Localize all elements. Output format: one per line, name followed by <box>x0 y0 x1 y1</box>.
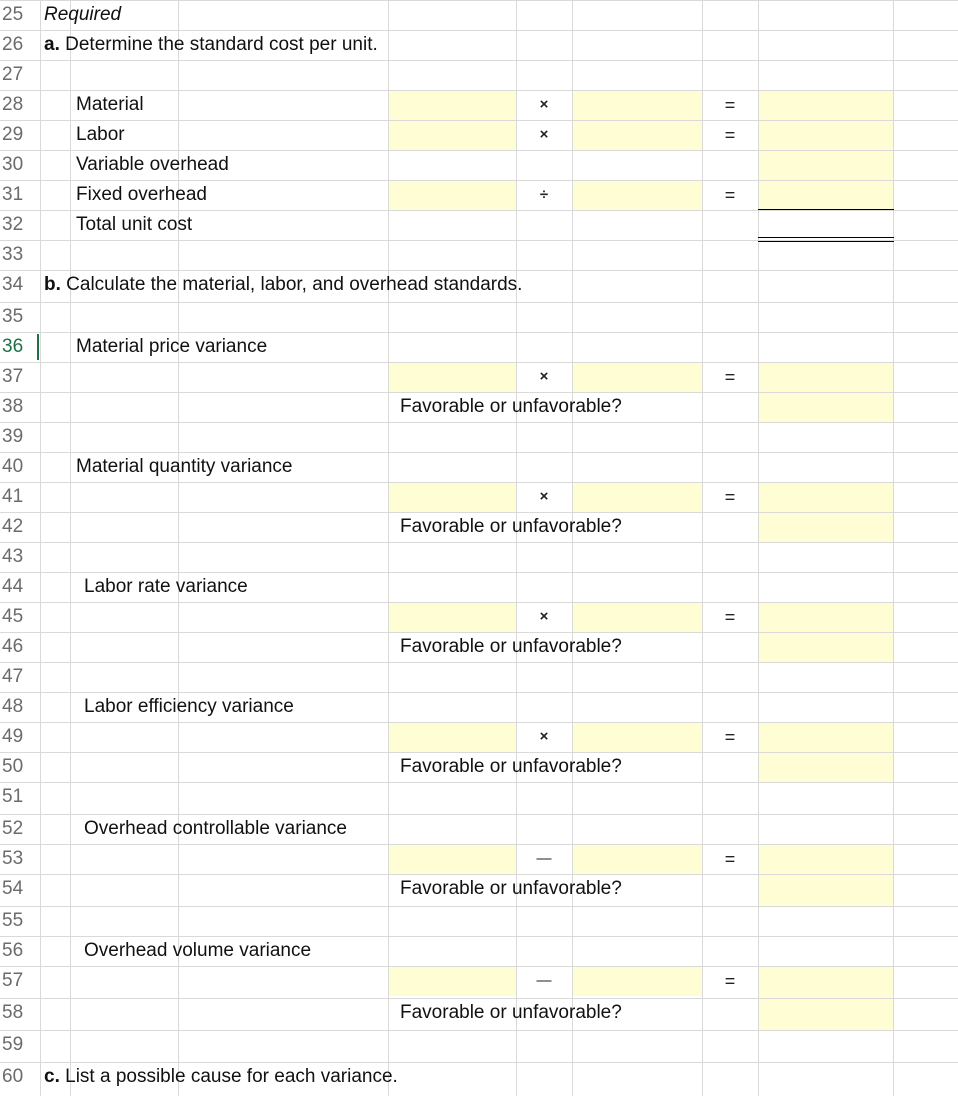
row-gridline <box>0 150 958 151</box>
row-number[interactable]: 46 <box>2 636 24 657</box>
row-number[interactable]: 38 <box>2 396 24 417</box>
row-number[interactable]: 33 <box>2 244 24 265</box>
row-number[interactable]: 25 <box>2 4 24 25</box>
row-gridline <box>0 572 958 573</box>
row-gridline <box>0 936 958 937</box>
row-number[interactable]: 59 <box>2 1034 24 1055</box>
input-cell[interactable] <box>573 181 702 210</box>
section-heading <box>44 1066 398 1088</box>
input-cell[interactable] <box>389 91 516 120</box>
column-gridline <box>758 0 759 1096</box>
row-gridline <box>0 180 958 181</box>
input-cell[interactable] <box>573 363 702 392</box>
row-gridline <box>0 512 958 513</box>
column-gridline <box>70 0 71 1096</box>
input-cell[interactable] <box>389 845 516 874</box>
row-label: Material <box>76 94 144 115</box>
row-gridline <box>0 542 958 543</box>
input-cell[interactable] <box>389 363 516 392</box>
row-number[interactable]: 54 <box>2 878 24 899</box>
input-cell[interactable] <box>573 91 702 120</box>
row-gridline <box>0 210 958 211</box>
row-label: Overhead controllable variance <box>84 818 347 839</box>
column-gridline <box>388 0 389 1096</box>
input-cell[interactable] <box>389 723 516 752</box>
row-gridline <box>0 60 958 61</box>
section-instruction: List a possible cause for each variance. <box>59 1066 398 1087</box>
section-heading <box>44 34 378 56</box>
row-gridline <box>0 332 958 333</box>
row-number[interactable]: 52 <box>2 818 24 839</box>
row-gridline <box>0 998 958 999</box>
row-number[interactable]: 56 <box>2 940 24 961</box>
favorable-prompt: Favorable or unfavorable? <box>400 1002 622 1023</box>
result-cell[interactable] <box>759 845 893 906</box>
row-gridline <box>0 0 958 1</box>
row-number[interactable]: 51 <box>2 786 24 807</box>
section-heading <box>44 274 522 296</box>
input-cell[interactable] <box>389 483 516 512</box>
row-label: Variable overhead <box>76 154 229 175</box>
row-number[interactable]: 34 <box>2 274 24 295</box>
row-gridline <box>0 120 958 121</box>
row-number[interactable]: 60 <box>2 1066 24 1087</box>
multiply-operator: × <box>539 368 549 385</box>
row-number[interactable]: 43 <box>2 546 24 567</box>
multiply-operator: × <box>539 488 549 505</box>
row-number[interactable]: 48 <box>2 696 24 717</box>
favorable-prompt: Favorable or unfavorable? <box>400 636 622 657</box>
column-gridline <box>40 0 41 1096</box>
row-number[interactable]: 45 <box>2 606 24 627</box>
row-gridline <box>0 452 958 453</box>
equals-operator: = <box>724 727 736 747</box>
row-gridline <box>0 662 958 663</box>
input-cell[interactable] <box>573 603 702 632</box>
row-number[interactable]: 50 <box>2 756 24 777</box>
row-number[interactable]: 49 <box>2 726 24 747</box>
row-label: Required <box>44 4 122 25</box>
section-letter: c. <box>44 1066 60 1087</box>
column-gridline <box>893 0 894 1096</box>
row-gridline <box>0 1062 958 1063</box>
row-label: Material quantity variance <box>76 456 293 477</box>
row-number[interactable]: 28 <box>2 94 24 115</box>
row-number[interactable]: 39 <box>2 426 24 447</box>
row-number[interactable]: 55 <box>2 910 24 931</box>
section-instruction: Calculate the material, labor, and overhead standards. <box>60 274 523 295</box>
multiply-operator: × <box>539 608 549 625</box>
favorable-prompt: Favorable or unfavorable? <box>400 396 622 417</box>
row-number[interactable]: 27 <box>2 64 24 85</box>
row-number[interactable]: 41 <box>2 486 24 507</box>
equals-operator: = <box>724 95 736 115</box>
favorable-prompt: Favorable or unfavorable? <box>400 756 622 777</box>
row-label: Labor efficiency variance <box>84 696 294 717</box>
section-letter: b. <box>44 274 61 295</box>
minus-operator: — <box>536 972 552 989</box>
equals-operator: = <box>724 367 736 387</box>
row-gridline <box>0 392 958 393</box>
row-gridline <box>0 482 958 483</box>
row-number[interactable]: 58 <box>2 1002 24 1023</box>
row-number[interactable]: 40 <box>2 456 24 477</box>
row-label: Labor rate variance <box>84 576 248 597</box>
row-number[interactable]: 42 <box>2 516 24 537</box>
row-gridline <box>0 814 958 815</box>
row-gridline <box>0 422 958 423</box>
input-cell[interactable] <box>389 181 516 210</box>
row-number[interactable]: 29 <box>2 124 24 145</box>
row-gridline <box>0 722 958 723</box>
row-number[interactable]: 31 <box>2 184 24 205</box>
column-gridline <box>702 0 703 1096</box>
row-gridline <box>0 692 958 693</box>
input-cell[interactable] <box>573 723 702 752</box>
divide-operator: ÷ <box>539 186 549 203</box>
row-gridline <box>0 1030 958 1031</box>
row-gridline <box>0 602 958 603</box>
equals-operator: = <box>724 185 736 205</box>
row-label: Total unit cost <box>76 214 193 235</box>
row-number[interactable]: 53 <box>2 848 24 869</box>
input-cell[interactable] <box>573 845 702 874</box>
column-gridline <box>516 0 517 1096</box>
equals-operator: = <box>724 971 736 991</box>
equals-operator: = <box>724 849 736 869</box>
row-gridline <box>0 906 958 907</box>
row-number[interactable]: 47 <box>2 666 24 687</box>
row-number[interactable]: 36 <box>2 336 24 357</box>
minus-operator: — <box>536 850 552 867</box>
row-gridline <box>0 752 958 753</box>
row-label: Material price variance <box>76 336 268 357</box>
row-gridline <box>0 632 958 633</box>
equals-operator: = <box>724 487 736 507</box>
favorable-prompt: Favorable or unfavorable? <box>400 878 622 899</box>
input-cell[interactable] <box>573 967 702 996</box>
input-cell[interactable] <box>573 121 702 150</box>
row-gridline <box>0 90 958 91</box>
row-gridline <box>0 782 958 783</box>
row-number[interactable]: 37 <box>2 366 24 387</box>
total-double-border-bottom <box>758 241 894 242</box>
input-cell[interactable] <box>389 967 516 996</box>
row-number[interactable]: 57 <box>2 970 24 991</box>
row-number[interactable]: 30 <box>2 154 24 175</box>
equals-operator: = <box>724 607 736 627</box>
section-instruction: Determine the standard cost per unit. <box>59 34 378 55</box>
input-cell[interactable] <box>389 121 516 150</box>
input-cell[interactable] <box>573 483 702 512</box>
row-gridline <box>0 874 958 875</box>
row-number[interactable]: 35 <box>2 306 24 327</box>
row-label: Fixed overhead <box>76 184 207 205</box>
multiply-operator: × <box>539 126 549 143</box>
multiply-operator: × <box>539 728 549 745</box>
row-number[interactable]: 44 <box>2 576 24 597</box>
equals-operator: = <box>724 125 736 145</box>
multiply-operator: × <box>539 96 549 113</box>
total-top-border <box>758 209 894 210</box>
row-number[interactable]: 26 <box>2 34 24 55</box>
row-number[interactable]: 32 <box>2 214 24 235</box>
input-cell[interactable] <box>389 603 516 632</box>
row-label: Labor <box>76 124 125 145</box>
row-gridline <box>0 302 958 303</box>
row-gridline <box>0 966 958 967</box>
row-label: Overhead volume variance <box>84 940 312 961</box>
total-double-border-top <box>758 237 894 238</box>
row-gridline <box>0 270 958 271</box>
section-letter: a. <box>44 34 60 55</box>
row-gridline <box>0 844 958 845</box>
favorable-prompt: Favorable or unfavorable? <box>400 516 622 537</box>
row-gridline <box>0 30 958 31</box>
column-gridline <box>572 0 573 1096</box>
row-gridline <box>0 362 958 363</box>
